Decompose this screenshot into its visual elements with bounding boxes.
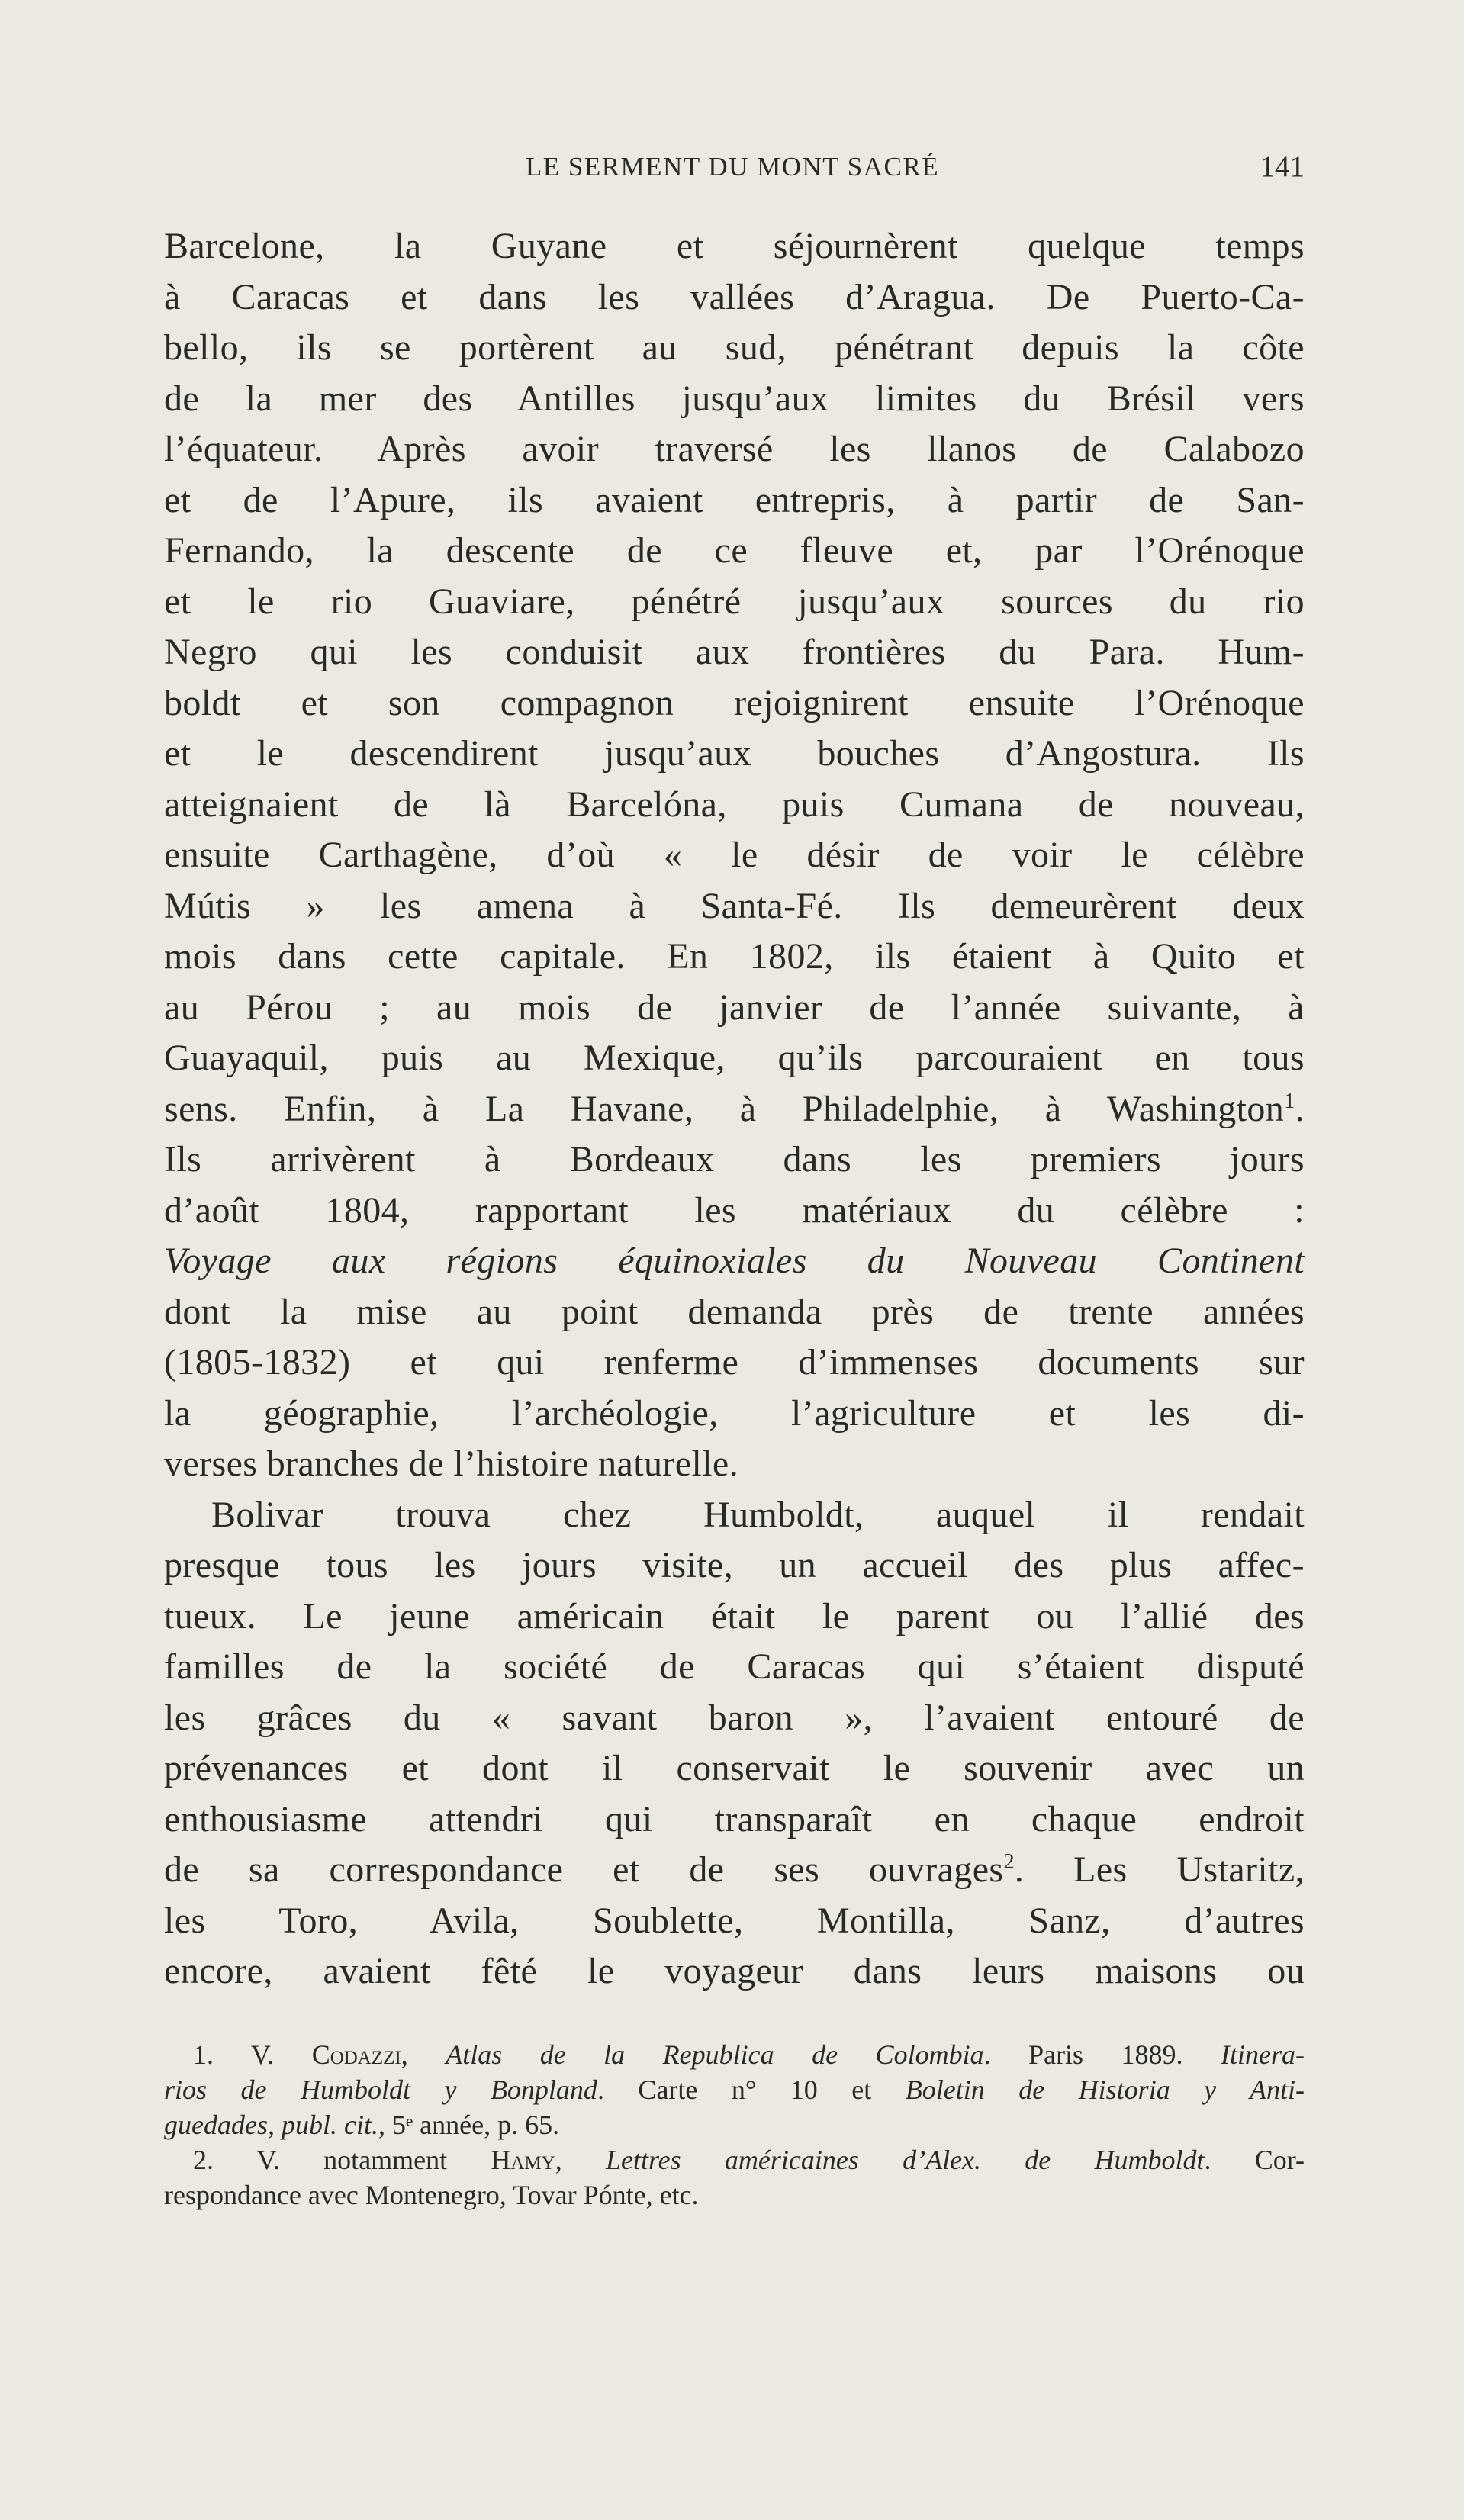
footnote-1-cont (164, 2107, 1305, 2142)
footnote-author: Hamy (491, 2145, 555, 2175)
text-line: dont la mise au point demanda près de trente années (164, 1291, 1305, 1332)
text-line: les grâces du « savant baron », l’avaient entouré de (164, 1697, 1305, 1738)
text-line: verses branches de l’histoire naturelle. (164, 1443, 739, 1484)
page-number: 141 (1260, 150, 1305, 183)
running-title: LE SERMENT DU MONT SACRÉ (525, 152, 940, 182)
book-title: Voyage aux régions équinoxiales du Nouveau Continent (164, 1241, 1305, 1281)
footnote-text: . Carte n° 10 et (597, 2074, 906, 2105)
text-line (164, 1084, 1305, 1135)
text-line: Guayaquil, puis au Mexique, qu’ils parcouraient en tous (164, 1038, 1305, 1078)
footnote-1 (164, 2037, 1305, 2072)
text-line: tueux. Le jeune américain était le parent ou l’allié des (164, 1595, 1305, 1637)
text-line: enthousiasme attendri qui transparaît en chaque endroit (164, 1798, 1305, 1839)
running-head (160, 148, 1305, 186)
text-line: d’août 1804, rapportant les matériaux du célèbre : (164, 1189, 1305, 1231)
footnote-ref: 2 (1003, 1850, 1015, 1874)
footnote-text: . Cor- (1204, 2145, 1305, 2175)
line-end: . (1295, 1088, 1305, 1129)
footnote-number: 2. V. notamment (193, 2145, 491, 2175)
footnote-text: , 5ᵉ année, p. 65. (378, 2110, 560, 2140)
text-line: et de l’Apure, ils avaient entrepris, à partir de San- (164, 479, 1305, 520)
line-text: de sa correspondance et de ses ouvrages (164, 1849, 1004, 1890)
footnote-text: , (401, 2039, 446, 2070)
footnote-title: Itinera- (1221, 2039, 1305, 2070)
footnote-2 (164, 2142, 1305, 2177)
footnote-title: Lettres américaines d’Alex. de Humboldt (605, 2145, 1205, 2175)
text-line: et le rio Guaviare, pénétré jusqu’aux sources du rio (164, 581, 1305, 622)
text-line: et le descendirent jusqu’aux bouches d’Angostura. Ils (164, 733, 1305, 774)
footnote-text: , (555, 2145, 606, 2175)
footnote-title: rios de Humboldt y Bonpland (164, 2074, 597, 2105)
footnotes (164, 2037, 1305, 2213)
text-line (164, 1236, 1305, 1287)
body-text (164, 221, 1305, 1997)
text-line: la géographie, l’archéologie, l’agriculture et les di- (164, 1392, 1305, 1434)
line-text: sens. Enfin, à La Havane, à Philadelphie, à Washington (164, 1088, 1285, 1129)
text-line: ensuite Carthagène, d’où « le désir de voir le célèbre (164, 835, 1305, 875)
text-line: au Pérou ; au mois de janvier de l’année suivante, à (164, 986, 1305, 1028)
text-line: Fernando, la descente de ce fleuve et, par l’Orénoque (164, 530, 1305, 571)
footnote-number: 1. V. (193, 2039, 312, 2070)
text-line: Mútis » les amena à Santa-Fé. Ils demeurèrent deux (164, 885, 1305, 926)
line-end: . Les Ustaritz, (1014, 1849, 1305, 1890)
text-line: Ils arrivèrent à Bordeaux dans les premiers jours (164, 1139, 1305, 1180)
footnote-text: . Paris 1889. (983, 2039, 1221, 2070)
footnote-ref: 1 (1284, 1089, 1295, 1113)
footnote-title: guedades, publ. cit. (164, 2110, 378, 2140)
text-line: boldt et son compagnon rejoignirent ensuite l’Orénoque (164, 682, 1305, 723)
text-line: l’équateur. Après avoir traversé les llanos de Calabozo (164, 429, 1305, 469)
text-line: presque tous les jours visite, un accueil des plus affec- (164, 1545, 1305, 1585)
footnote-author: Codazzi (311, 2039, 401, 2070)
text-line: mois dans cette capitale. En 1802, ils étaient à Quito et (164, 936, 1305, 977)
text-line: encore, avaient fêté le voyageur dans leurs maisons ou (164, 1951, 1305, 1991)
text-line: à Caracas et dans les vallées d’Aragua. De Puerto-Ca- (164, 276, 1305, 317)
text-line: Negro qui les conduisit aux frontières du Para. Hum- (164, 632, 1305, 672)
footnote-title: Atlas de la Republica de Colombia (446, 2039, 984, 2070)
text-line: familles de la société de Caracas qui s’étaient disputé (164, 1646, 1305, 1687)
text-line: prévenances et dont il conservait le souvenir avec un (164, 1748, 1305, 1788)
text-line (164, 1845, 1305, 1896)
footnote-1-cont (164, 2072, 1305, 2107)
footnote-title: Boletin de Historia y Anti- (905, 2074, 1305, 2105)
text-line: les Toro, Avila, Soublette, Montilla, Sanz, d’autres (164, 1900, 1305, 1941)
text-line: Barcelone, la Guyane et séjournèrent quelque temps (164, 226, 1305, 266)
text-line: atteignaient de là Barcelóna, puis Cumana de nouveau, (164, 784, 1305, 825)
text-line: de la mer des Antilles jusqu’aux limites du Brésil vers (164, 378, 1305, 419)
paragraph-start-line: Bolivar trouva chez Humboldt, auquel il rendait (211, 1494, 1305, 1535)
text-line: bello, ils se portèrent au sud, pénétrant depuis la côte (164, 327, 1305, 368)
footnote-2-cont: respondance avec Montenegro, Tovar Pónte, etc. (164, 2180, 699, 2210)
text-line: (1805-1832) et qui renferme d’immenses documents sur (164, 1342, 1305, 1382)
